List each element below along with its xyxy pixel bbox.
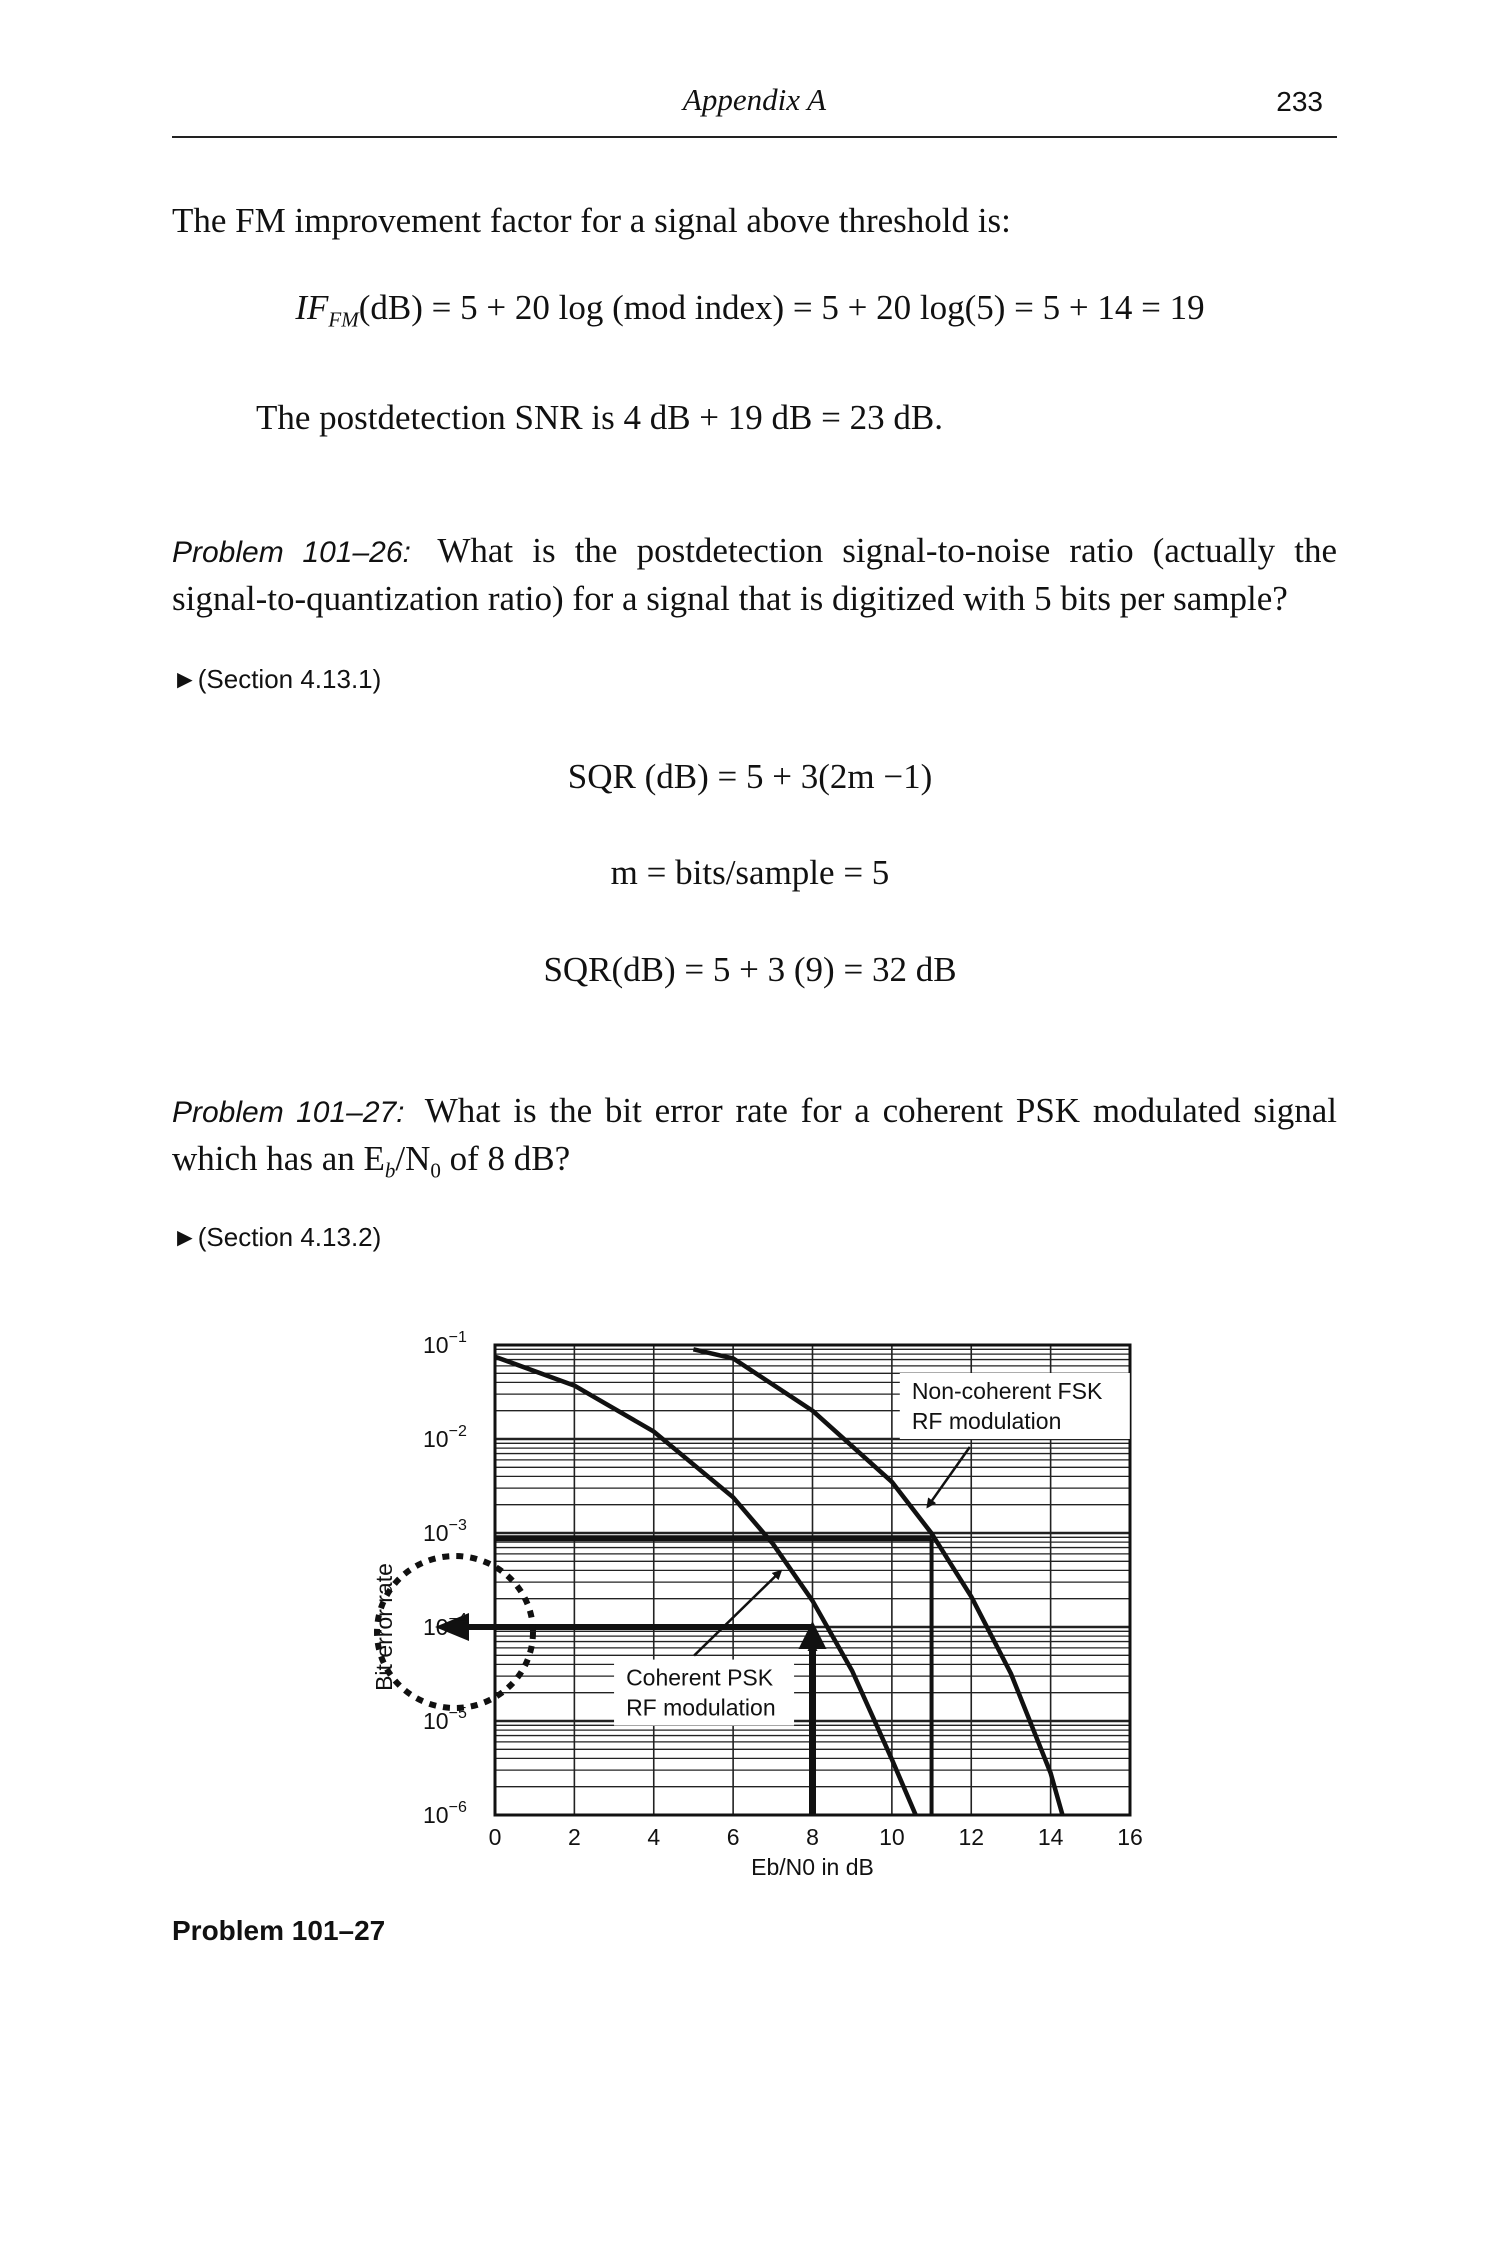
x-tick-label: 4 — [647, 1824, 661, 1850]
sqr-equation-1: SQR (dB) = 5 + 3(2m −1) — [567, 757, 933, 796]
x-tick-label: 12 — [958, 1824, 985, 1850]
x-tick-label: 14 — [1037, 1824, 1064, 1850]
fsk-label-text: RF modulation — [911, 1408, 1062, 1434]
problem-26-label: Problem 101–26: — [172, 536, 411, 569]
snr-result: The postdetection SNR is 4 dB + 19 dB = 23 dB. — [256, 398, 943, 437]
figure-caption: Problem 101–27 — [172, 1915, 386, 1946]
eq-lhs-subscript: FM — [328, 307, 359, 332]
x-axis-label: Eb/N0 in dB — [751, 1854, 874, 1880]
x-tick-label: 10 — [879, 1824, 905, 1850]
y-tick-label: $10^{-4}$ — [423, 1611, 467, 1640]
y-tick-exponent: −5 — [448, 1705, 467, 1722]
y-tick-label: $10^{-6}$ — [423, 1799, 467, 1828]
y-tick-label: $10^{-2}$ — [423, 1423, 467, 1452]
psk-pointer-arrow — [694, 1571, 781, 1656]
page-header — [172, 80, 1337, 138]
fsk-label-text: Non-coherent FSK — [911, 1378, 1103, 1404]
x-tick-label: 8 — [806, 1824, 819, 1850]
y-tick-exponent: −3 — [448, 1517, 467, 1534]
ber-chart — [360, 1300, 1160, 1900]
running-head: Appendix A — [682, 82, 827, 117]
psk-curve — [495, 1357, 916, 1815]
y-tick-label: $10^{-3}$ — [423, 1517, 467, 1546]
x-tick-label: 2 — [567, 1824, 581, 1850]
y-tick-exponent: −1 — [448, 1329, 467, 1346]
x-tick-label: 0 — [488, 1824, 502, 1850]
psk-label-text: RF modulation — [626, 1694, 776, 1721]
chart-labels — [371, 1329, 1143, 1880]
problem-26-text: What is the postdetection signal-to-noise ratio (actually the signal-to-quantization ratio) for a signal that is digitized with 5 bits per sample? — [172, 531, 1337, 618]
problem-27-sub-b: b — [384, 1158, 396, 1183]
psk-label-text: Coherent PSK — [626, 1664, 774, 1691]
y-axis-label: Bit error rate — [371, 1563, 397, 1691]
eq-lhs: IF — [295, 288, 329, 327]
page-number: 233 — [1276, 86, 1323, 117]
problem-27-text-mid: /N — [395, 1139, 431, 1178]
problem-27-section-ref: ►(Section 4.13.2) — [172, 1222, 382, 1252]
bits-per-sample-equation: m = bits/sample = 5 — [610, 853, 890, 892]
problem-26-section-ref: ►(Section 4.13.1) — [172, 664, 382, 694]
y-tick-exponent: −4 — [448, 1611, 467, 1628]
eq-body: (dB) = 5 + 20 log (mod index) = 5 + 20 log(5) = 5 + 14 = 19 — [358, 288, 1205, 327]
problem-27-text-after: of 8 dB? — [440, 1139, 571, 1178]
fm-improvement-equation — [0, 288, 1500, 332]
problem-27-label: Problem 101–27: — [172, 1096, 405, 1129]
problem-26-paragraph — [172, 528, 1337, 622]
y-tick-exponent: −2 — [448, 1423, 467, 1440]
sqr-equation-2: SQR(dB) = 5 + 3 (9) = 32 dB — [543, 950, 957, 989]
y-tick-label: $10^{-5}$ — [423, 1705, 467, 1734]
y-tick-label: $10^{-1}$ — [423, 1329, 467, 1358]
problem-27-paragraph — [172, 1088, 1337, 1193]
problem-27-sub-0: 0 — [430, 1158, 441, 1183]
y-tick-exponent: −6 — [448, 1799, 467, 1816]
x-tick-label: 16 — [1117, 1824, 1143, 1850]
x-tick-label: 6 — [726, 1824, 740, 1850]
problem-27-text-before: What is the bit error rate for a coherent PSK modulated signal which has an E — [172, 1091, 1337, 1178]
intro-paragraph: The FM improvement factor for a signal above threshold is: — [172, 201, 1011, 240]
